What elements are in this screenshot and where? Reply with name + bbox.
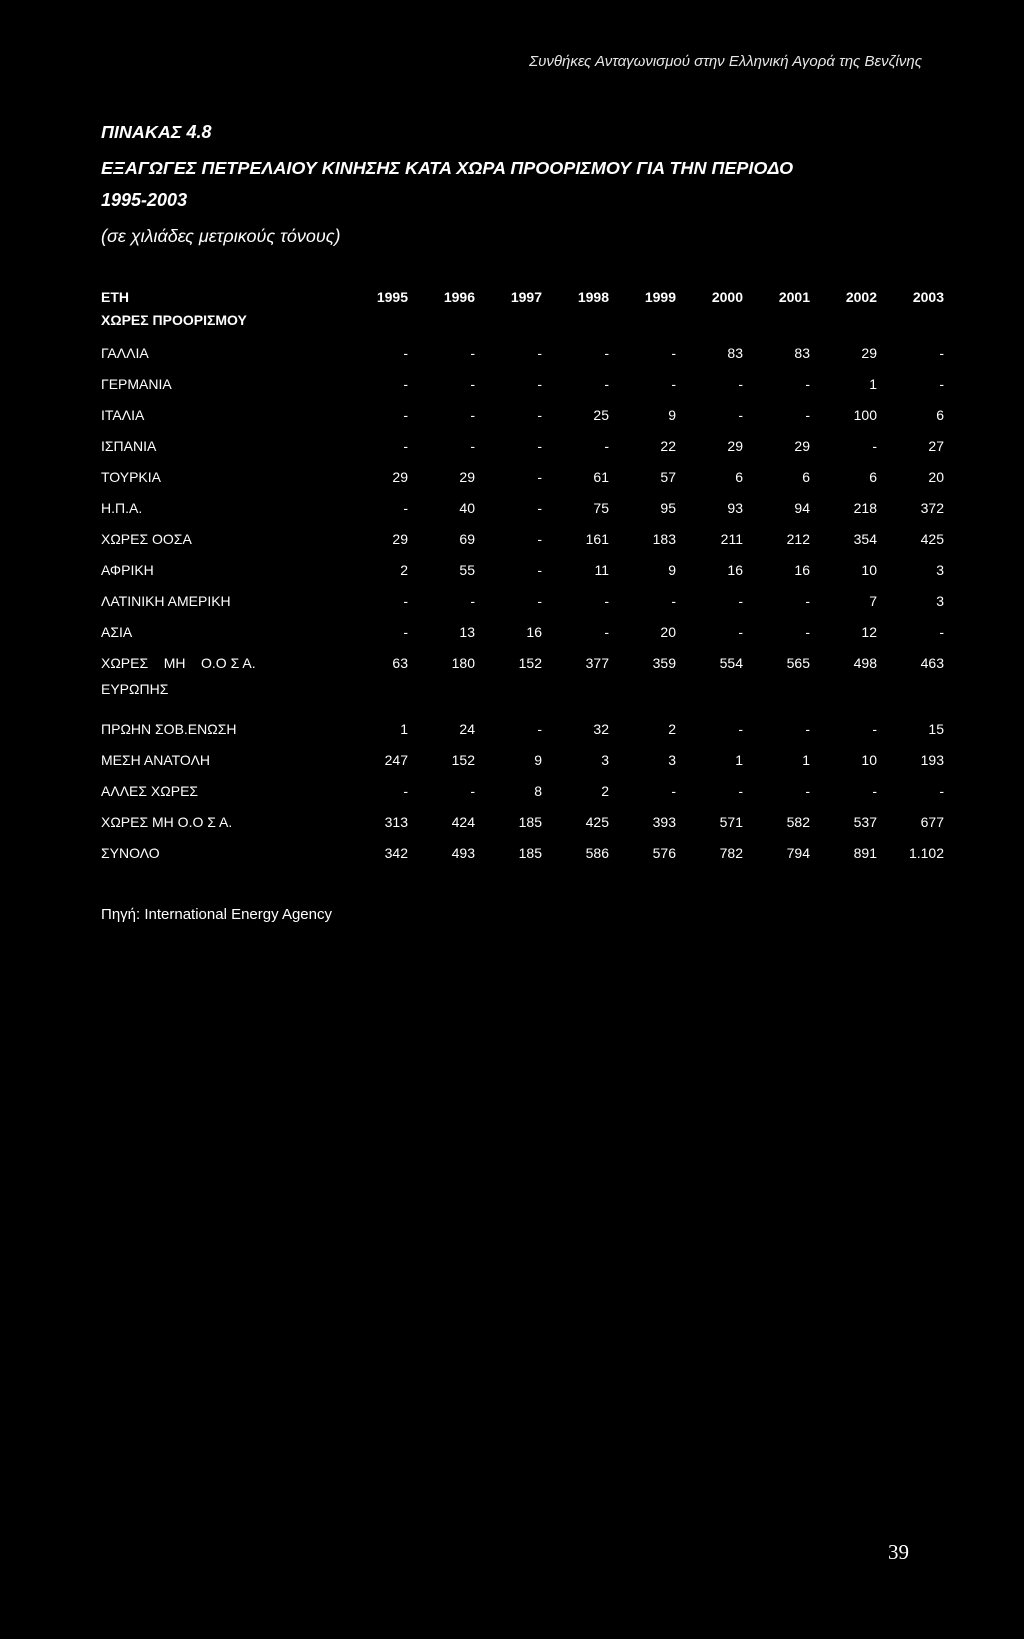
table-cell: - <box>470 406 475 423</box>
page-number: 39 <box>888 1540 909 1564</box>
table-cell: - <box>738 782 743 799</box>
table-cell: 2 <box>400 561 408 578</box>
table-cell: 161 <box>585 530 609 547</box>
table-cell: - <box>738 623 743 640</box>
row-label <box>101 647 341 713</box>
row-label: ΠΡΩΗΝ ΣΟΒ.ΕΝΩΣΗ <box>101 720 237 737</box>
table-cell: 40 <box>459 499 475 516</box>
table-cell: 29 <box>392 468 408 485</box>
table-cell: - <box>671 592 676 609</box>
row-label: ΜΕΣΗ ΑΝΑΤΟΛΗ <box>101 751 211 768</box>
table-cell: - <box>403 437 408 454</box>
table-cell: - <box>604 623 609 640</box>
year-header: 1999 <box>644 289 676 305</box>
table-cell: 1.102 <box>908 844 944 861</box>
table-cell: 677 <box>920 813 944 830</box>
table-row <box>101 647 944 713</box>
table-cell: 83 <box>794 344 810 361</box>
table-row <box>101 461 944 492</box>
table-cell: 891 <box>853 844 877 861</box>
table-cell: 12 <box>861 623 877 640</box>
table-row <box>101 713 944 744</box>
table-unit: (σε χιλιάδες μετρικούς τόνους) <box>101 226 341 246</box>
table-cell: 537 <box>853 813 877 830</box>
table-cell: - <box>671 344 676 361</box>
table-cell: 29 <box>794 437 810 454</box>
table-cell: - <box>738 720 743 737</box>
table-row <box>101 430 944 461</box>
table-cell: - <box>470 375 475 392</box>
table-cell: - <box>537 592 542 609</box>
year-header: 2000 <box>711 289 743 305</box>
table-cell: 16 <box>526 623 542 640</box>
table-cell: 11 <box>594 561 609 578</box>
table-cell: 95 <box>660 499 676 516</box>
table-cell: - <box>939 782 944 799</box>
table-cell: 586 <box>585 844 609 861</box>
table-cell: 377 <box>585 655 609 671</box>
table-cell: - <box>403 406 408 423</box>
table-cell: 152 <box>518 655 542 671</box>
table-cell: 554 <box>719 655 743 671</box>
table-body <box>101 337 944 868</box>
table-cell: - <box>537 468 542 485</box>
table-cell: 185 <box>518 813 542 830</box>
table-cell: - <box>537 437 542 454</box>
table-title: ΕΞΑΓΩΓΕΣ ΠΕΤΡΕΛΑΙΟΥ ΚΙΝΗΣΗΣ ΚΑΤΑ ΧΩΡΑ ΠΡΟΟΡΙΣΜΟΥ ΓΙΑ ΤΗΝ ΠΕΡΙΟΔΟ <box>101 158 794 178</box>
table-cell: 2 <box>668 720 676 737</box>
table-cell: 2 <box>601 782 609 799</box>
table-cell: 3 <box>668 751 676 768</box>
table-cell: 63 <box>392 655 408 671</box>
exports-table <box>101 285 944 868</box>
table-cell: 193 <box>920 751 944 768</box>
table-cell: - <box>537 375 542 392</box>
table-cell: 1 <box>802 751 810 768</box>
table-cell: 83 <box>727 344 743 361</box>
table-cell: - <box>805 592 810 609</box>
row-label: ΤΟΥΡΚΙΑ <box>101 468 161 485</box>
table-cell: - <box>537 344 542 361</box>
table-cell: 393 <box>652 813 676 830</box>
table-cell: 16 <box>727 561 743 578</box>
table-cell: - <box>537 530 542 547</box>
table-cell: 6 <box>869 468 877 485</box>
table-cell: - <box>403 344 408 361</box>
table-cell: 565 <box>786 655 810 671</box>
table-cell: - <box>403 623 408 640</box>
row-label: ΛΑΤΙΝΙΚΗ ΑΜΕΡΙΚΗ <box>101 592 231 609</box>
table-cell: 342 <box>384 844 408 861</box>
table-cell: 313 <box>384 813 408 830</box>
table-cell: 576 <box>652 844 676 861</box>
table-cell: 100 <box>853 406 877 423</box>
table-cell: 185 <box>518 844 542 861</box>
table-cell: - <box>671 782 676 799</box>
row-label: ΙΤΑΛΙΑ <box>101 406 145 423</box>
table-row <box>101 492 944 523</box>
table-cell: - <box>537 720 542 737</box>
table-row <box>101 744 944 775</box>
table-cell: - <box>805 406 810 423</box>
table-cell: - <box>939 375 944 392</box>
table-cell: 8 <box>534 782 542 799</box>
table-cell: 425 <box>920 530 944 547</box>
row-label-line: ΧΩΡΕΣ ΜΗ Ο.Ο Σ Α. <box>101 655 256 671</box>
year-header: 2003 <box>912 289 944 305</box>
table-cell: 794 <box>786 844 810 861</box>
table-cell: 571 <box>719 813 743 830</box>
table-cell: 1 <box>869 375 877 392</box>
table-cell: - <box>537 499 542 516</box>
table-cell: 20 <box>660 623 676 640</box>
year-header: 1998 <box>577 289 609 305</box>
table-cell: 3 <box>601 751 609 768</box>
table-cell: 424 <box>451 813 475 830</box>
row-label: ΧΩΡΕΣ ΟΟΣΑ <box>101 530 192 547</box>
table-cell: 6 <box>802 468 810 485</box>
destination-header-row <box>101 309 944 337</box>
year-header-row <box>101 285 944 309</box>
table-row <box>101 775 944 806</box>
table-cell: 498 <box>853 655 877 671</box>
table-cell: 69 <box>459 530 475 547</box>
table-cell: - <box>939 344 944 361</box>
table-cell: 94 <box>794 499 810 516</box>
table-row <box>101 806 944 837</box>
table-cell: 1 <box>735 751 743 768</box>
table-cell: 211 <box>720 530 743 547</box>
table-cell: 212 <box>786 530 810 547</box>
table-row <box>101 554 944 585</box>
table-cell: 6 <box>936 406 944 423</box>
table-cell: - <box>604 437 609 454</box>
table-cell: - <box>604 344 609 361</box>
year-header: 2002 <box>845 289 877 305</box>
table-cell: - <box>872 720 877 737</box>
row-label: ΙΣΠΑΝΙΑ <box>101 437 157 454</box>
destination-label: ΧΩΡΕΣ ΠΡΟΟΡΙΣΜΟΥ <box>101 312 247 328</box>
table-cell: - <box>671 375 676 392</box>
table-cell: 29 <box>459 468 475 485</box>
table-cell: - <box>872 782 877 799</box>
table-cell: 582 <box>786 813 810 830</box>
table-cell: - <box>403 592 408 609</box>
table-cell: 218 <box>853 499 877 516</box>
table-period: 1995-2003 <box>101 190 188 210</box>
row-label: ΓΕΡΜΑΝΙΑ <box>101 375 172 392</box>
table-cell: 24 <box>459 720 475 737</box>
table-cell: - <box>470 782 475 799</box>
table-row <box>101 837 944 868</box>
table-cell: 20 <box>928 468 944 485</box>
table-cell: 1 <box>400 720 408 737</box>
table-cell: 15 <box>928 720 944 737</box>
table-cell: 183 <box>652 530 676 547</box>
row-label: ΑΦΡΙΚΗ <box>101 561 154 578</box>
table-cell: 247 <box>384 751 408 768</box>
years-label: ΕΤΗ <box>101 289 129 305</box>
table-cell: - <box>403 375 408 392</box>
table-cell: - <box>738 406 743 423</box>
table-cell: 9 <box>534 751 542 768</box>
table-cell: - <box>604 592 609 609</box>
row-label: ΓΑΛΛΙΑ <box>101 344 149 361</box>
table-cell: 9 <box>668 406 676 423</box>
table-cell: - <box>805 782 810 799</box>
row-label: ΧΩΡΕΣ ΜΗ Ο.Ο Σ Α. <box>101 813 233 830</box>
table-cell: 75 <box>593 499 609 516</box>
table-cell: 10 <box>861 561 877 578</box>
table-cell: 782 <box>719 844 743 861</box>
year-header: 1996 <box>443 289 475 305</box>
source-note: Πηγή: International Energy Agency <box>101 906 332 923</box>
table-cell: 372 <box>920 499 944 516</box>
table-cell: 22 <box>660 437 676 454</box>
year-header: 1997 <box>510 289 542 305</box>
table-cell: 29 <box>727 437 743 454</box>
table-cell: 32 <box>593 720 609 737</box>
year-header: 1995 <box>376 289 408 305</box>
table-cell: - <box>537 561 542 578</box>
row-label-line: ΕΥΡΩΠΗΣ <box>101 681 169 697</box>
table-cell: - <box>939 623 944 640</box>
table-cell: 55 <box>459 561 475 578</box>
table-cell: - <box>470 344 475 361</box>
table-cell: 16 <box>794 561 810 578</box>
table-cell: 57 <box>660 468 676 485</box>
table-cell: 29 <box>392 530 408 547</box>
table-cell: 354 <box>853 530 877 547</box>
table-cell: - <box>403 782 408 799</box>
table-cell: - <box>604 375 609 392</box>
table-cell: 29 <box>861 344 877 361</box>
table-cell: - <box>805 623 810 640</box>
table-cell: 359 <box>652 655 676 671</box>
table-cell: 3 <box>936 592 944 609</box>
table-cell: 7 <box>869 592 877 609</box>
table-cell: - <box>805 720 810 737</box>
table-cell: 425 <box>585 813 609 830</box>
row-label: ΣΥΝΟΛΟ <box>101 844 160 861</box>
table-row <box>101 585 944 616</box>
table-cell: 27 <box>928 437 944 454</box>
table-label: ΠΙΝΑΚΑΣ 4.8 <box>101 122 212 142</box>
table-row <box>101 523 944 554</box>
table-row <box>101 368 944 399</box>
table-cell: 152 <box>451 751 475 768</box>
table-row <box>101 337 944 368</box>
table-cell: 10 <box>861 751 877 768</box>
table-cell: 9 <box>668 561 676 578</box>
table-cell: - <box>537 406 542 423</box>
table-cell: 6 <box>735 468 743 485</box>
table-cell: - <box>872 437 877 454</box>
table-cell: - <box>738 592 743 609</box>
table-row <box>101 616 944 647</box>
row-label: ΑΣΙΑ <box>101 623 133 640</box>
table-cell: 61 <box>593 468 609 485</box>
row-label: Η.Π.Α. <box>101 499 143 516</box>
table-cell: 25 <box>593 406 609 423</box>
table-cell: 180 <box>451 655 475 671</box>
table-cell: - <box>738 375 743 392</box>
table-cell: 493 <box>451 844 475 861</box>
table-cell: - <box>470 592 475 609</box>
table-cell: - <box>470 437 475 454</box>
table-cell: 93 <box>727 499 743 516</box>
table-cell: 13 <box>459 623 475 640</box>
table-cell: 463 <box>920 655 944 671</box>
table-cell: - <box>805 375 810 392</box>
year-header: 2001 <box>778 289 810 305</box>
row-label: ΑΛΛΕΣ ΧΩΡΕΣ <box>101 782 199 799</box>
table-cell: - <box>403 499 408 516</box>
table-row <box>101 399 944 430</box>
running-header: Συνθήκες Ανταγωνισμού στην Ελληνική Αγορά της Βενζίνης <box>529 53 922 70</box>
table-cell: 3 <box>936 561 944 578</box>
